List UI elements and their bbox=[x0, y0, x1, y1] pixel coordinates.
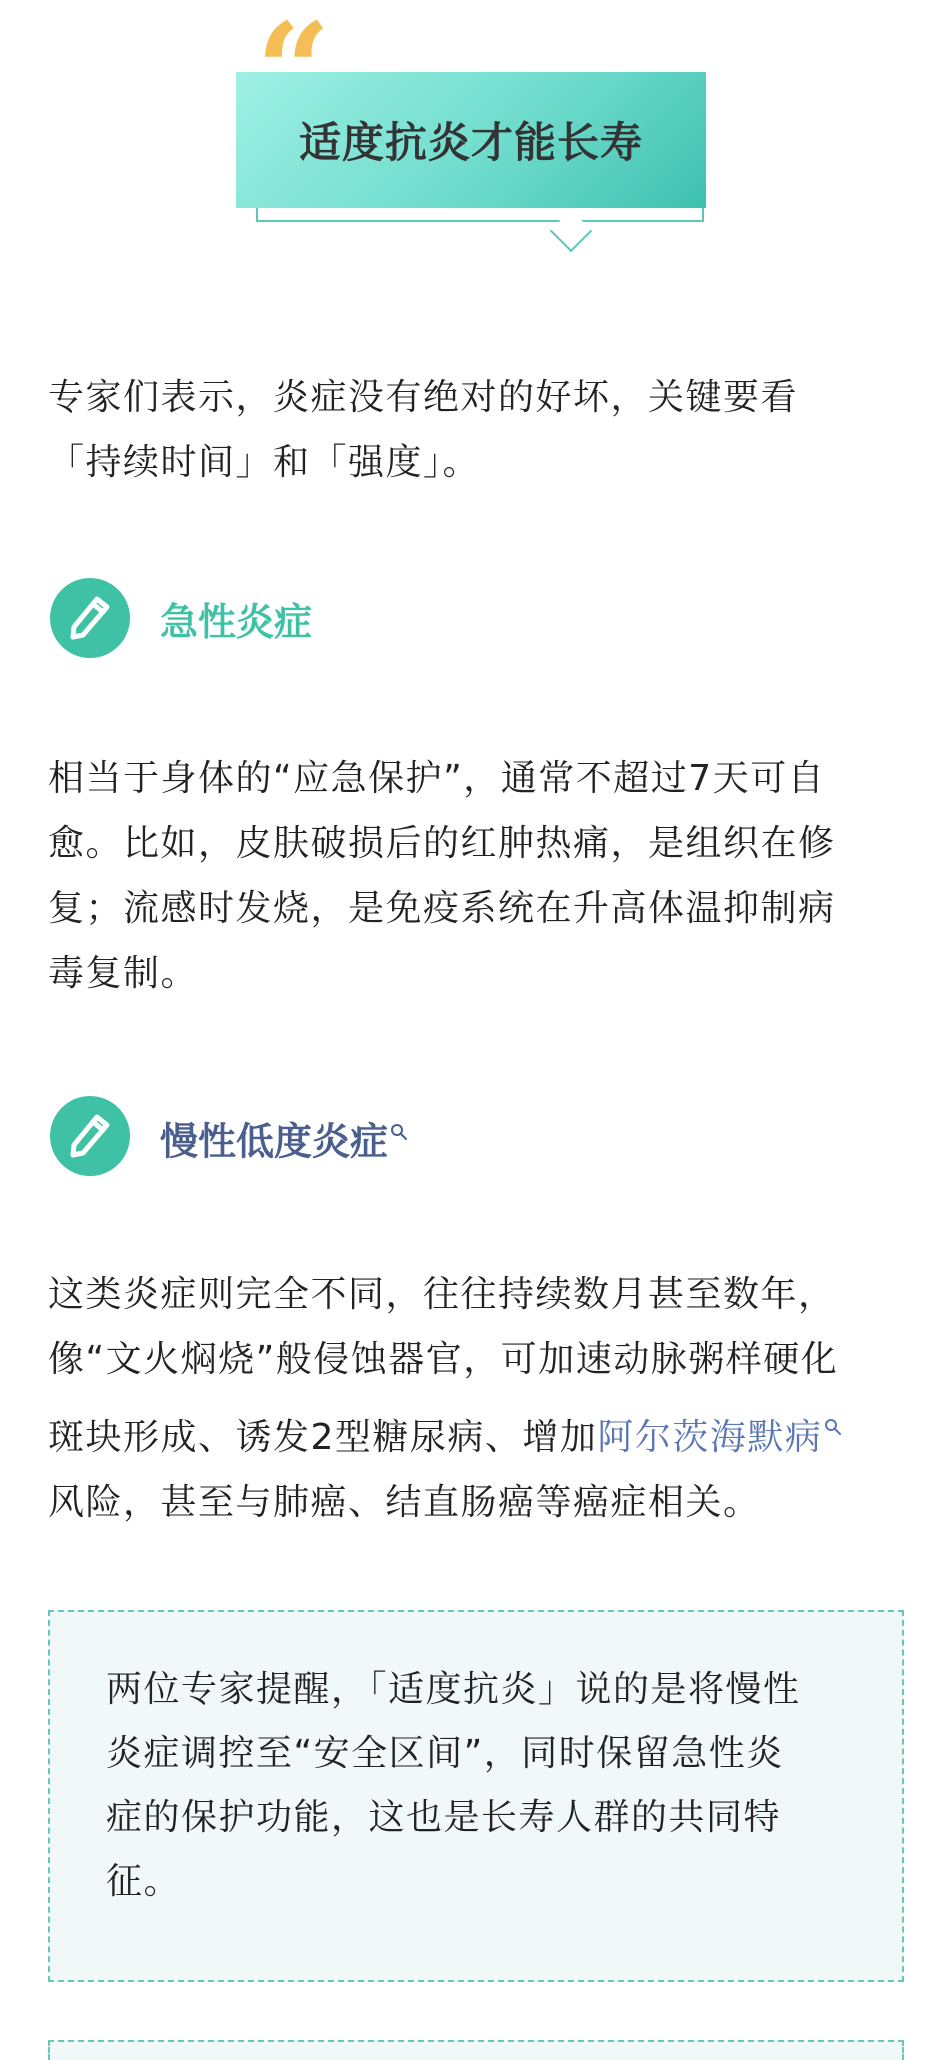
alzheimers-link-label[interactable]: 阿尔茨海默病 bbox=[597, 1417, 823, 1458]
pencil-icon bbox=[50, 1096, 130, 1176]
page-title: 适度抗炎才能长寿 bbox=[298, 118, 643, 167]
expert-note-text bbox=[106, 1658, 866, 1914]
chronic-line: 风险，甚至与肺癌、结直肠癌等癌症相关。 bbox=[48, 1482, 761, 1523]
chronic-line: 像“文火焖烧”般侵蚀器官，可加速动脉粥样硬化 bbox=[48, 1339, 839, 1380]
note-line: 征。 bbox=[106, 1861, 182, 1902]
section-title-chronic[interactable] bbox=[160, 1106, 408, 1166]
search-icon[interactable] bbox=[824, 1392, 842, 1457]
note-line: 炎症调控至“安全区间”，同时保留急性炎 bbox=[106, 1733, 784, 1774]
chronic-paragraph bbox=[48, 1262, 908, 1535]
alzheimers-link[interactable] bbox=[597, 1417, 842, 1458]
title-card bbox=[236, 0, 726, 266]
acute-line: 愈。比如，皮肤破损后的红肿热痛，是组织在修 bbox=[48, 823, 836, 864]
chronic-line-text: 斑块形成、诱发2型糖尿病、增加 bbox=[48, 1417, 598, 1458]
chronic-line: 这类炎症则完全不同，往往持续数月甚至数年， bbox=[48, 1274, 836, 1315]
section-heading-chronic bbox=[50, 1096, 408, 1176]
search-icon[interactable] bbox=[390, 1106, 408, 1150]
quote-mark-icon: “ bbox=[256, 0, 331, 147]
intro-paragraph bbox=[48, 365, 908, 495]
section-title-acute: 急性炎症 bbox=[160, 599, 313, 644]
intro-line: 「持续时间」和「强度」。 bbox=[48, 442, 481, 483]
next-box-edge bbox=[48, 2040, 904, 2060]
expert-note-box bbox=[48, 1610, 904, 1982]
acute-line: 相当于身体的“应急保护”，通常不超过7天可自 bbox=[48, 758, 826, 799]
acute-paragraph bbox=[48, 746, 908, 1006]
chronic-line bbox=[48, 1392, 908, 1470]
acute-line: 毒复制。 bbox=[48, 953, 199, 994]
acute-line: 复；流感时发烧，是免疫系统在升高体温抑制病 bbox=[48, 888, 836, 929]
note-line: 症的保护功能，这也是长寿人群的共同特 bbox=[106, 1797, 782, 1838]
intro-line: 专家们表示，炎症没有绝对的好坏，关键要看 bbox=[48, 377, 799, 418]
note-line: 两位专家提醒，「适度抗炎」说的是将慢性 bbox=[106, 1669, 801, 1710]
section-title-chronic-label[interactable]: 慢性低度炎症 bbox=[160, 1119, 389, 1164]
pencil-icon bbox=[50, 578, 130, 658]
section-heading-acute bbox=[50, 578, 312, 658]
